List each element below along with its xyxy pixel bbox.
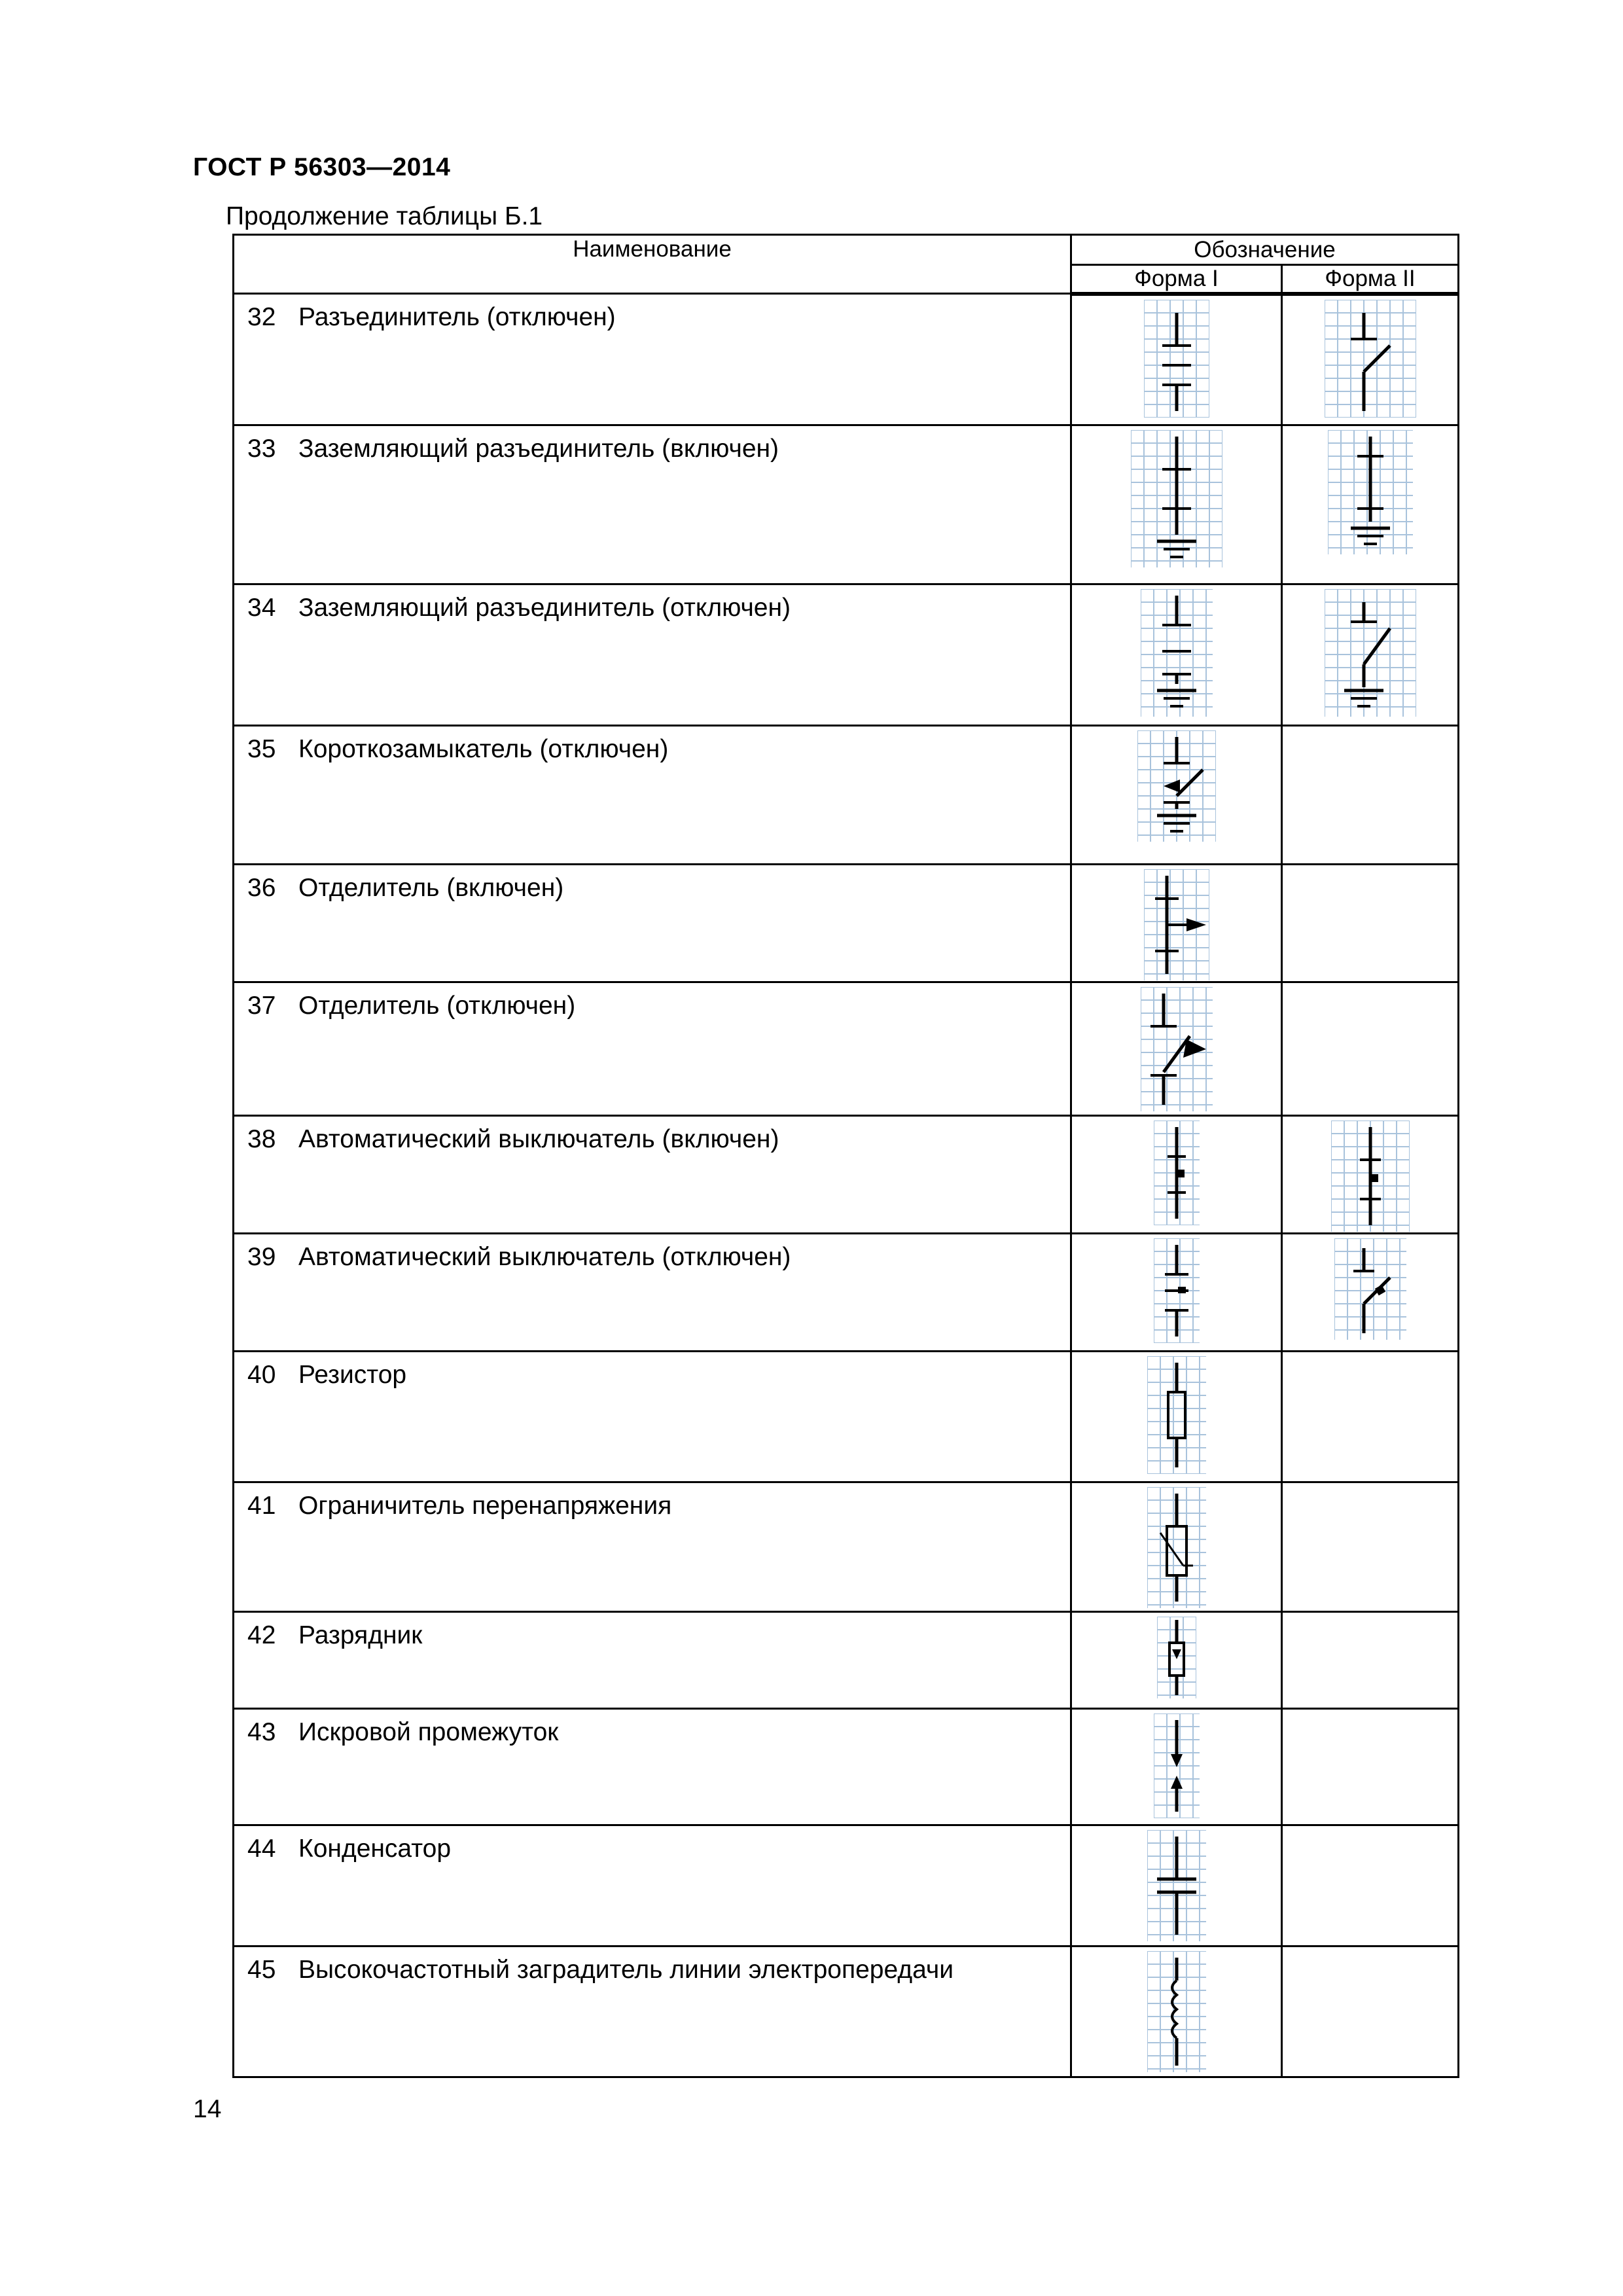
row-name: Разъединитель (отключен) xyxy=(298,303,616,331)
form2-cell xyxy=(1282,425,1459,584)
row-number: 40 xyxy=(247,1361,276,1389)
row-name: Отделитель (включен) xyxy=(298,874,564,902)
form1-cell xyxy=(1071,1234,1282,1352)
row-name-cell xyxy=(234,1946,1071,2077)
column-header-form1: Форма I xyxy=(1071,265,1282,294)
row-name-cell xyxy=(234,425,1071,584)
document-title: ГОСТ Р 56303—2014 xyxy=(193,153,451,181)
row-name-cell xyxy=(234,1612,1071,1709)
row-name-cell xyxy=(234,1482,1071,1612)
table-row xyxy=(234,726,1459,865)
row-name: Искровой промежуток xyxy=(298,1718,559,1746)
earthing-switch-closed-icon xyxy=(1131,430,1222,567)
circuit-breaker-closed-icon xyxy=(1154,1121,1200,1225)
form2-cell xyxy=(1282,584,1459,726)
row-name: Конденсатор xyxy=(298,1835,452,1863)
arrester-icon xyxy=(1157,1617,1196,1698)
earthing-switch-open-form2-icon xyxy=(1325,589,1416,717)
table-row xyxy=(234,1482,1459,1612)
form1-cell xyxy=(1071,584,1282,726)
separator-open-icon xyxy=(1141,987,1213,1111)
table-caption: Продолжение таблицы Б.1 xyxy=(226,202,543,230)
column-header-designation: Обозначение xyxy=(1071,235,1459,265)
row-number: 42 xyxy=(247,1621,276,1649)
column-header-name: Наименование xyxy=(234,235,1071,294)
row-name-cell xyxy=(234,294,1071,425)
row-number: 44 xyxy=(247,1835,276,1863)
table-row xyxy=(234,294,1459,425)
table-row xyxy=(234,1116,1459,1234)
row-name: Заземляющий разъединитель (отключен) xyxy=(298,594,791,622)
row-name-cell xyxy=(234,1709,1071,1825)
form2-cell xyxy=(1282,1709,1459,1825)
row-name: Заземляющий разъединитель (включен) xyxy=(298,435,779,463)
table-row xyxy=(234,1612,1459,1709)
table-row xyxy=(234,1234,1459,1352)
column-header-form2: Форма II xyxy=(1282,265,1459,294)
row-number: 38 xyxy=(247,1125,276,1153)
form1-cell xyxy=(1071,1116,1282,1234)
table-row xyxy=(234,982,1459,1116)
row-name-cell xyxy=(234,1352,1071,1482)
form1-cell xyxy=(1071,1352,1282,1482)
form1-cell xyxy=(1071,1612,1282,1709)
table-row xyxy=(234,584,1459,726)
form1-cell xyxy=(1071,1825,1282,1946)
form2-cell xyxy=(1282,1116,1459,1234)
form1-cell xyxy=(1071,294,1282,425)
row-name: Короткозамыкатель (отключен) xyxy=(298,735,669,763)
row-name: Отделитель (отключен) xyxy=(298,992,576,1020)
row-name: Ограничитель перенапряжения xyxy=(298,1492,672,1520)
row-name: Резистор xyxy=(298,1361,407,1389)
table-row xyxy=(234,1825,1459,1946)
resistor-icon xyxy=(1147,1356,1206,1474)
form2-cell xyxy=(1282,1234,1459,1352)
row-name-cell xyxy=(234,982,1071,1116)
page-number: 14 xyxy=(193,2095,222,2123)
circuit-breaker-open-form2-icon xyxy=(1334,1238,1406,1340)
form1-cell xyxy=(1071,865,1282,982)
row-number: 39 xyxy=(247,1243,276,1271)
row-name-cell xyxy=(234,1116,1071,1234)
earthing-switch-closed-form2-icon xyxy=(1328,430,1413,554)
form2-cell xyxy=(1282,1482,1459,1612)
disconnector-open-form2-icon xyxy=(1325,300,1416,418)
row-number: 36 xyxy=(247,874,276,902)
row-number: 45 xyxy=(247,1956,276,1984)
short-circuiter-open-icon xyxy=(1137,730,1216,842)
row-number: 32 xyxy=(247,303,276,331)
row-number: 41 xyxy=(247,1492,276,1520)
form1-cell xyxy=(1071,1709,1282,1825)
row-name-cell xyxy=(234,865,1071,982)
row-name: Разрядник xyxy=(298,1621,423,1649)
line-trap-icon xyxy=(1147,1951,1206,2072)
row-name-cell xyxy=(234,1825,1071,1946)
disconnector-open-icon xyxy=(1144,300,1209,418)
capacitor-icon xyxy=(1147,1830,1206,1941)
row-number: 35 xyxy=(247,735,276,763)
spark-gap-icon xyxy=(1154,1713,1200,1818)
symbols-table xyxy=(232,234,1459,2078)
row-name-cell xyxy=(234,584,1071,726)
form2-cell xyxy=(1282,1946,1459,2077)
form1-cell xyxy=(1071,1946,1282,2077)
row-number: 43 xyxy=(247,1718,276,1746)
form2-cell xyxy=(1282,1612,1459,1709)
form2-cell xyxy=(1282,865,1459,982)
form2-cell xyxy=(1282,1825,1459,1946)
table-row xyxy=(234,1352,1459,1482)
form1-cell xyxy=(1071,1482,1282,1612)
form1-cell xyxy=(1071,726,1282,865)
row-name-cell xyxy=(234,1234,1071,1352)
row-name: Высокочастотный заградитель линии электропередачи xyxy=(298,1956,954,1984)
separator-closed-icon xyxy=(1144,869,1209,980)
form2-cell xyxy=(1282,294,1459,425)
row-number: 34 xyxy=(247,594,276,622)
row-name: Автоматический выключатель (включен) xyxy=(298,1125,779,1153)
table-row xyxy=(234,1709,1459,1825)
circuit-breaker-closed-form2-icon xyxy=(1331,1121,1410,1232)
form2-cell xyxy=(1282,1352,1459,1482)
row-name-cell xyxy=(234,726,1071,865)
row-number: 37 xyxy=(247,992,276,1020)
form2-cell xyxy=(1282,726,1459,865)
table-row xyxy=(234,865,1459,982)
circuit-breaker-open-icon xyxy=(1154,1238,1200,1343)
form1-cell xyxy=(1071,982,1282,1116)
form2-cell xyxy=(1282,982,1459,1116)
row-number: 33 xyxy=(247,435,276,463)
table-row xyxy=(234,425,1459,584)
row-name: Автоматический выключатель (отключен) xyxy=(298,1243,791,1271)
table-row xyxy=(234,1946,1459,2077)
form1-cell xyxy=(1071,425,1282,584)
surge-arrester-icon xyxy=(1147,1487,1206,1608)
earthing-switch-open-icon xyxy=(1141,589,1213,717)
